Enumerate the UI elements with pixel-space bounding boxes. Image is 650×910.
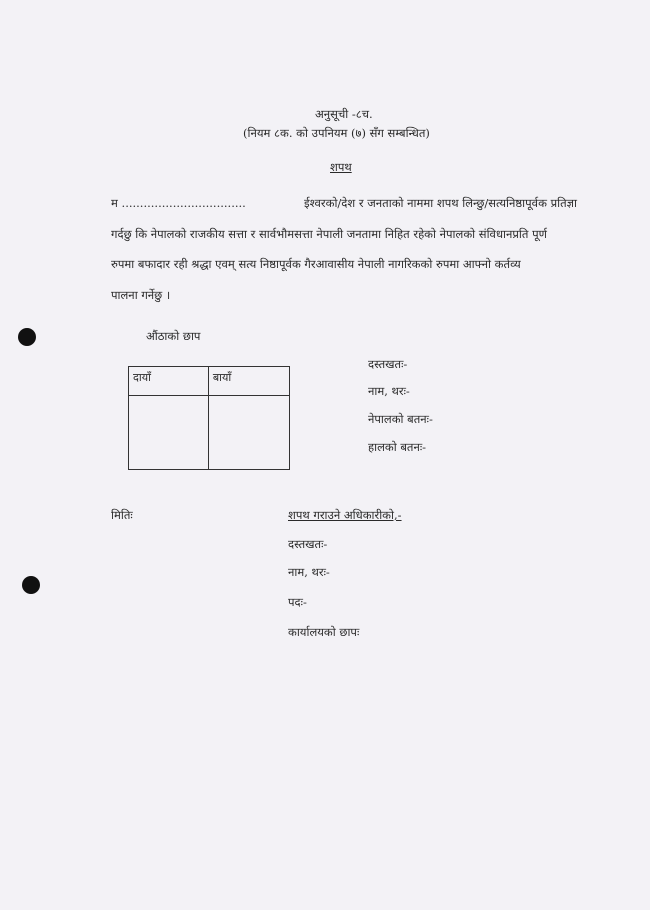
oath-line-2: गर्दछु कि नेपालको राजकीय सत्ता र सार्वभौमसत्ता नेपाली जनतामा निहित रहेको नेपालको संविधानप्रति पूर्ण [111, 227, 547, 241]
authority-heading: शपथ गराउने अधिकारीको,- [288, 508, 402, 522]
date-label: मितिः [111, 508, 133, 522]
punch-hole-bottom [22, 576, 40, 594]
oath-line-1-text: ईश्वरको/देश र जनताको नाममा शपथ लिन्छु/सत्यनिष्ठापूर्वक प्रतिज्ञा [303, 196, 577, 210]
authority-signature-label: दस्तखतः- [288, 537, 328, 551]
rule-reference: (नियम ८क. को उपनियम (७) सँग सम्बन्धित) [243, 126, 430, 140]
left-thumb-header: बायाँ [208, 367, 289, 396]
punch-hole-top [18, 328, 36, 346]
oath-name-blank: म .................................. [111, 196, 246, 210]
oath-line-4: पालना गर्नेछु । [111, 288, 171, 302]
oath-heading: शपथ [330, 160, 352, 174]
declarant-name-label: नाम, थरः- [368, 384, 410, 398]
schedule-title: अनुसूची -८च. [315, 107, 373, 121]
authority-name-label: नाम, थरः- [288, 565, 330, 579]
declarant-nepal-address-label: नेपालको बतनः- [368, 412, 433, 426]
authority-designation-label: पदः- [288, 595, 307, 609]
right-thumb-header: दायाँ [129, 367, 209, 396]
declarant-current-address-label: हालको बतनः- [368, 440, 427, 454]
office-seal-label: कार्यालयको छापः [288, 625, 360, 639]
declarant-signature-label: दस्तखतः- [368, 357, 408, 371]
oath-line-3: रुपमा बफादार रही श्रद्धा एवम् सत्य निष्ठापूर्वक गैरआवासीय नेपाली नागरिकको रुपमा आफ्नो कर्तव्य [111, 257, 521, 271]
thumbprint-label: औंठाको छाप [146, 329, 201, 343]
oath-line-1 [111, 198, 577, 210]
right-thumb-box [129, 396, 209, 470]
left-thumb-box [208, 396, 289, 470]
thumbprint-table [128, 366, 290, 470]
